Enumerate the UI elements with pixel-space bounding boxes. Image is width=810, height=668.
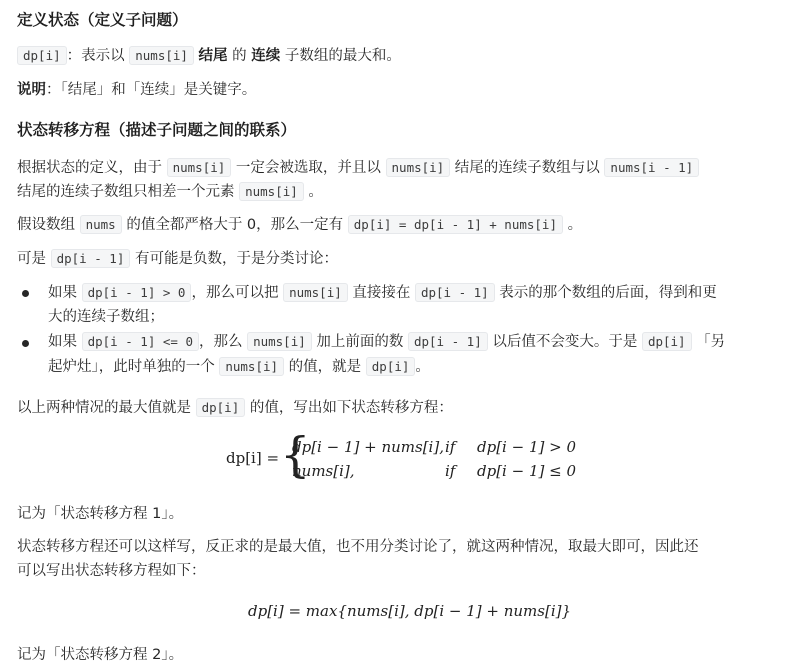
paragraph-4 <box>17 397 453 419</box>
list-item-1-line-2 <box>48 306 164 328</box>
text: 表示的那个数组的后面，得到和更 <box>494 285 717 301</box>
math-text: dp[i] = max{nums[i], dp[i − 1] + nums[i]} <box>248 602 572 620</box>
paragraph-6-line-2 <box>17 560 206 582</box>
inline-code: dp[i - 1] > 0 <box>82 283 192 302</box>
paragraph-6-line-1 <box>17 536 699 558</box>
inline-code: nums[i] <box>283 283 348 302</box>
text: 如果 <box>48 285 82 301</box>
paragraph-2 <box>17 214 582 236</box>
text: ，那么可以把 <box>191 285 284 301</box>
case-2-if <box>445 462 455 480</box>
inline-code: dp[i - 1] <= 0 <box>82 332 199 351</box>
math-text: dp[i − 1] ≤ 0 <box>477 462 577 480</box>
inline-code: dp[i] <box>642 332 692 351</box>
math-text: if <box>445 462 456 480</box>
paragraph-3 <box>17 248 338 270</box>
text: 的值全都严格大于 0，那么一定有 <box>121 217 348 233</box>
list-item-1-line-1 <box>48 282 717 304</box>
text: 的值，写出如下状态转移方程： <box>245 400 453 416</box>
inline-code: nums[i] <box>247 332 312 351</box>
text: 以上两种情况的最大值就是 <box>17 400 196 416</box>
bold-text: 说明 <box>17 82 46 98</box>
paragraph-1-line-1 <box>17 157 699 179</box>
case-2-expression <box>292 462 355 480</box>
text: 。 <box>303 184 323 200</box>
bullet-icon <box>22 290 29 297</box>
text: 的 <box>227 48 252 64</box>
inline-code: nums[i] <box>167 158 232 177</box>
inline-code: nums <box>80 215 122 234</box>
text: ：「结尾」和「连续」是关键字。 <box>46 82 257 98</box>
inline-code: dp[i - 1] <box>415 283 495 302</box>
text: 大的连续子数组； <box>48 309 164 325</box>
inline-code: dp[i] <box>366 357 416 376</box>
inline-code: nums[i] <box>386 158 451 177</box>
text: 记为「状态转移方程 2」。 <box>17 647 184 663</box>
math-text: nums[i], <box>292 462 355 480</box>
text: 直接接在 <box>347 285 415 301</box>
math-text: if <box>445 438 456 456</box>
text: 结尾的连续子数组与以 <box>450 160 605 176</box>
heading-define-state <box>17 9 188 31</box>
bold-text: 结尾 <box>198 48 228 64</box>
text: 。 <box>415 359 430 375</box>
text: 如果 <box>48 334 82 350</box>
inline-code: dp[i - 1] <box>408 332 488 351</box>
case-1-expression <box>292 438 444 456</box>
paragraph-definition <box>17 45 401 67</box>
text: 状态转移方程还可以这样写，反正求的是最大值，也不用分类讨论了，就这两种情况，取最大即可，因此还 <box>17 539 699 555</box>
text: 可以写出状态转移方程如下： <box>17 563 206 579</box>
text: 。 <box>562 217 583 233</box>
paragraph-1-line-2 <box>17 181 323 203</box>
case-1-if <box>445 438 455 456</box>
paragraph-7 <box>17 644 183 666</box>
heading-transition <box>17 119 296 141</box>
heading-text: 状态转移方程（描述子问题之间的联系） <box>17 121 297 139</box>
text: 的值，就是 <box>284 359 366 375</box>
text: ：表示以 <box>66 48 130 64</box>
text: 有可能是负数，于是分类讨论： <box>130 251 338 267</box>
text: 假设数组 <box>17 217 80 233</box>
inline-code: dp[i - 1] <box>51 249 131 268</box>
inline-code: nums[i] <box>129 46 194 65</box>
case-2-condition <box>477 462 576 480</box>
equation-1 <box>226 427 586 486</box>
case-1-condition <box>477 438 576 456</box>
text: 记为「状态转移方程 1」。 <box>17 506 184 522</box>
text: 可是 <box>17 251 51 267</box>
inline-code: nums[i - 1] <box>604 158 699 177</box>
text: 加上前面的数 <box>311 334 408 350</box>
math-text: dp[i − 1] + nums[i], <box>292 438 444 456</box>
text: 根据状态的定义，由于 <box>17 160 167 176</box>
list-item-2-line-2 <box>48 356 430 378</box>
heading-text: 定义状态（定义子问题） <box>17 11 188 29</box>
inline-code: dp[i] <box>196 398 246 417</box>
text: 结尾的连续子数组只相差一个元素 <box>17 184 240 200</box>
inline-code: dp[i] = dp[i - 1] + nums[i] <box>348 215 563 234</box>
text: 一定会被选取，并且以 <box>231 160 386 176</box>
list-item-2-line-1 <box>48 331 725 353</box>
equation-2 <box>248 602 571 620</box>
left-brace-icon: { <box>280 427 311 483</box>
math-text: dp[i − 1] > 0 <box>477 438 577 456</box>
bullet-icon <box>22 340 29 347</box>
paragraph-note <box>17 79 256 101</box>
text: 起炉灶」，此时单独的一个 <box>48 359 220 375</box>
text: 以后值不会变大。于是 <box>487 334 642 350</box>
text: 子数组的最大和。 <box>280 48 401 64</box>
text: 「另 <box>691 334 726 350</box>
inline-code: dp[i] <box>17 46 67 65</box>
bold-text: 连续 <box>251 48 281 64</box>
text: ，那么 <box>198 334 248 350</box>
inline-code: nums[i] <box>239 182 304 201</box>
inline-code: nums[i] <box>219 357 284 376</box>
paragraph-5 <box>17 503 183 525</box>
equation-lhs: dp[i] = <box>226 449 280 467</box>
